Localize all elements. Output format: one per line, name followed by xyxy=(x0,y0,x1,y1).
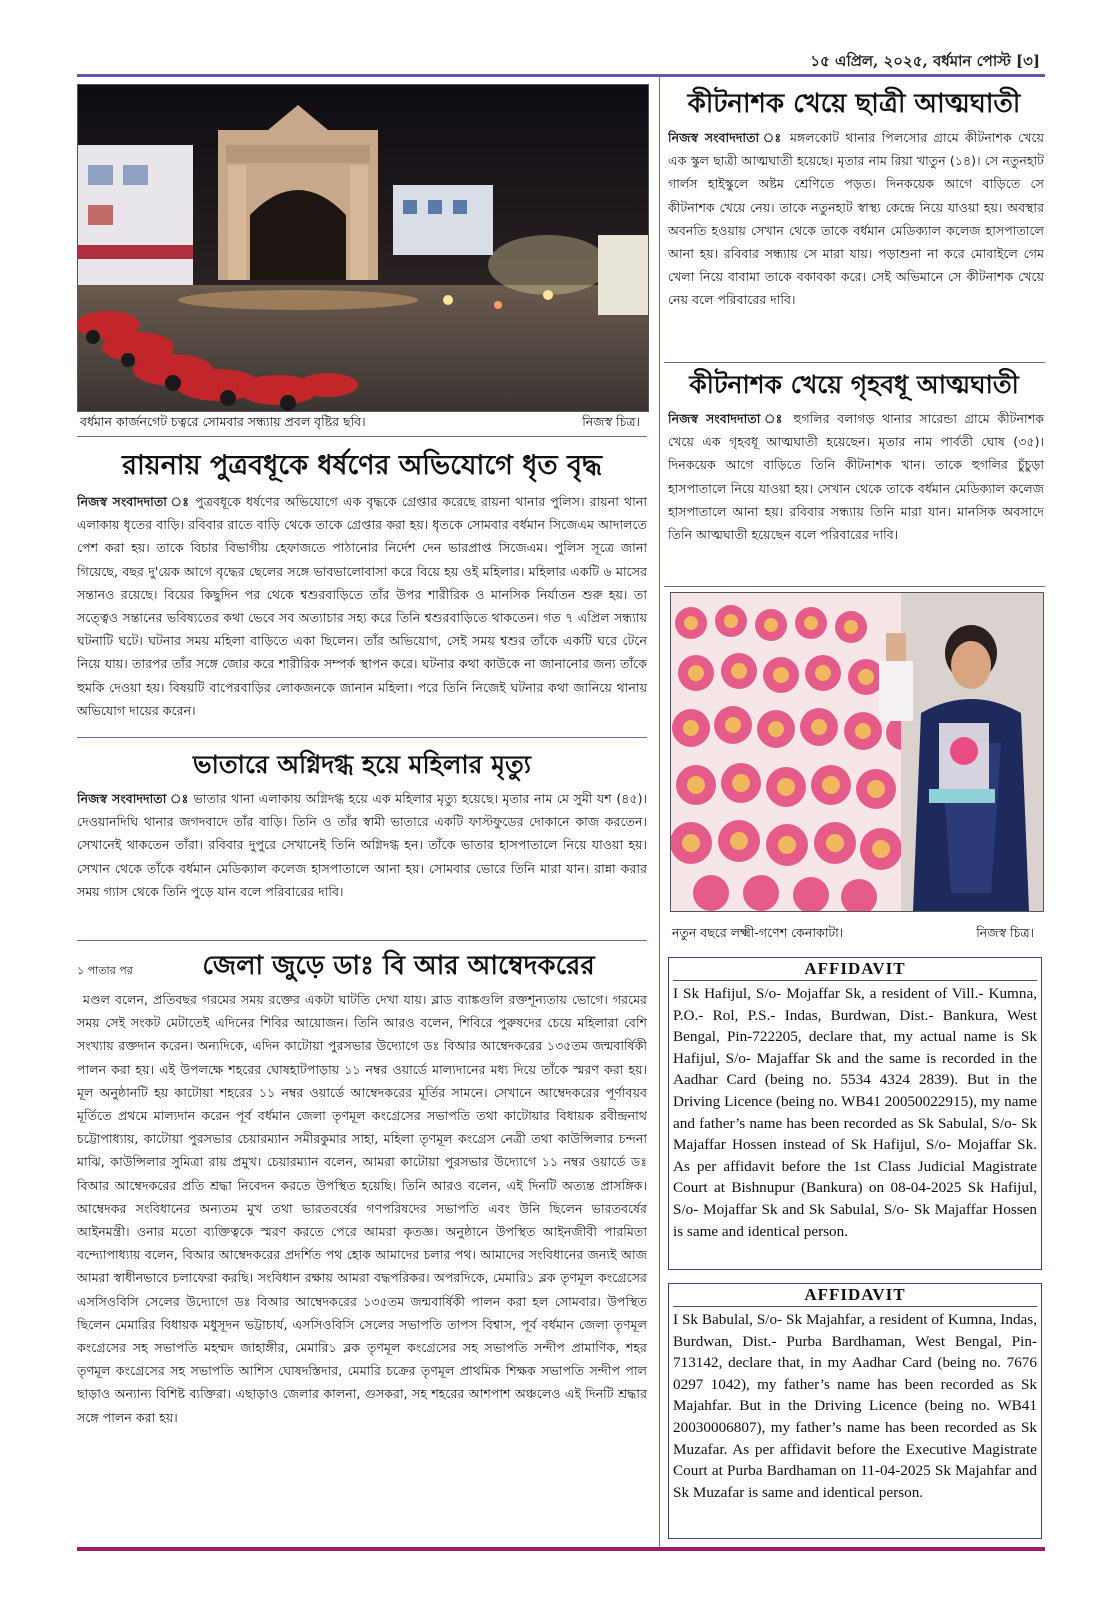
raina-text: পুত্রবধূকে ধর্ষণের অভিযোগে এক বৃদ্ধকে গ্রেপ্তার করেছে রায়না থানার পুলিস। রায়না থানা এলাকায় ধৃতের বাড়ি। রবিবার রাতে বাড়ি থেকে তাকে গ্রেপ্তার করা হয়। ধৃতকে সোমবার বর্ধমান সিজেএম আদালতে পেশ করা হয়। তাকে বিচার বিভাগীয় হেফাজতে পাঠানোর নির্দেশ দেন ভারপ্রাপ্ত সিজেএম। পুলিস সূত্রে জানা গিয়েছে, বছর দু'য়েক আগে বৃদ্ধের ছেলের সঙ্গে ভাবভালোবাসা করে বিয়ে হয় ওই মহিলার। মহিলার একটি ৬ মাসের সন্তানও রয়েছে। বিয়ের কিছুদিন পর থেকে শ্বশুরবাড়িতে তাঁর উপর শারীরিক ও মানসিক নির্যাতন শুরু হয়। তা সত্ত্বেও সন্তানের ভবিষ্যতের কথা ভেবে সব অত্যাচার সহ্য করে তিনি শ্বশুরবাড়িতে থাকতেন। গত ৭ এপ্রিল সন্ধ্যায় ঘটনাটি ঘটে। ঘটনার সময় মহিলা বাড়িতে একা ছিলেন। তাঁর অভিযোগ, সেই সময় শ্বশুর তাঁকে একটি ঘরে টেনে নিয়ে যায়। তারপর তাঁর সঙ্গে জোর করে শারীরিক সম্পর্ক স্থাপন করে। ঘটনার কথা কাউকে না জানানোর জন্য তাঁকে হুমকি দেওয়া হয়। বিষয়টি বাপেরবাড়ির লোকজনকে জানান মহিলা। পরে তিনি নিজেই ঘটনার কথা জানিয়ে থানায় অভিযোগ দায়ের করেন। xyxy=(77,494,647,718)
column-divider xyxy=(659,77,660,1547)
bhatar-text: ভাতার থানা এলাকায় অগ্নিদগ্ধ হয়ে এক মহিলার মৃত্যু হয়েছে। মৃতার নাম মে সুমী যশ (৪৫)। দেওয়ানদিঘি থানার জগদবাদে তাঁর বাড়ি। তিনি ও তাঁর স্বামী ভাতারে একটি ফাস্টফুডের দোকানে কাজ করতেন। সেখানেই থাকতেন তাঁরা। রবিবার দুপুরে সেখানেই তিনি অগ্নিদগ্ধ হন। তাঁকে ভাতার হাসপাতালে নিয়ে যাওয়া হয়। সেখান থেকে তাঁকে বর্ধমান মেডিক্যাল কলেজ হাসপাতালে আনা হয়। সোমবার ভোরে তিনি মারা যান। রান্না করার সময় গ্যাস থেকে তিনি পুড়ে যান বলে পরিবারের দাবি। xyxy=(77,791,647,899)
raina-article-body xyxy=(77,490,647,726)
lakshmi-ganesh-shopping-photo xyxy=(670,592,1044,912)
rule-below-raina xyxy=(77,737,647,738)
photo2-credit: নিজস্ব চিত্র। xyxy=(976,925,1034,940)
bottom-rule xyxy=(77,1547,1045,1551)
student-text: মঙ্গলকোট থানার পিলসোর গ্রামে কীটনাশক খেয়ে এক স্কুল ছাত্রী আত্মঘাতী হয়েছে। মৃতার নাম রিয়া খাতুন (১৪)। সে নতুনহাট গার্লস হাইস্কুলে অষ্টম শ্রেণিতে পড়ত। দিনকয়েক আগে বাড়িতে সে কীটনাশক খেয়ে নেয়। তাকে নতুনহাট স্বাস্থ্য কেন্দ্রে নিয়ে যাওয়া হয়। অবস্থার অবনতি হওয়ায় সেখান থেকে তাকে বর্ধমান মেডিক্যাল কলেজ হাসপাতালে আনা হয়। রবিবার সন্ধ্যায় সে মারা যায়। পড়াশুনা না করে মোবাইলে গেম খেলা নিয়ে বাবামা তাকে বকাবকা করে। সেই অভিমানে সে কীটনাশক খেয়ে নেয় বলে পরিবারের দাবি। xyxy=(668,130,1044,308)
bhatar-headline: ভাতারে অগ্নিদগ্ধ হয়ে মহিলার মৃত্যু xyxy=(192,750,532,779)
top-rule xyxy=(77,74,1045,77)
raina-byline: নিজস্ব সংবাদদাতা ঃ xyxy=(77,494,191,509)
affidavit-body: I Sk Babulal, S/o- Sk Majahfar, a resident of Kumna, Indas, Burdwan, Dist.- Purba Bardhaman, West Bengal, Pin-713142, declare that, in my Aadhar Card (being no. 7676 0297 1042), my father’s name has been recorded as Sk Majahfar. But in the Driving Licence (being no. WB41 20030006807), my father’s name has been recorded as Sk Muzafar. As per affidavit before the Executive Magistrate Court at Purba Bardhaman on 11-04-2025 Sk Majahfar and Sk Muzafar is same and identical person. xyxy=(673,1311,1037,1501)
curzon-gate-rain-photo xyxy=(77,84,649,412)
housewife-text: হুগলির বলাগড় থানার সারেন্ডা গ্রামে কীটনাশক খেয়ে এক গৃহবধূ আত্মঘাতী হয়েছেন। মৃতার নাম পার্বতী ঘোষ (৩৫)। দিনকয়েক আগে বাড়িতে তিনি কীটনাশক খান। তাকে হুগলির চুঁচুড়া হাসপাতালে নিয়ে যাওয়া হয়। সেখান থেকে তাকে বর্ধমান মেডিক্যাল কলেজ হাসপাতালে আনা হয়। রবিবার সন্ধ্যায় তিনি মারা যান। মানসিক অবসাদে তিনি আত্মঘাতী হয়েছেন বলে পরিবারের দাবি। xyxy=(668,411,1044,543)
affidavit-title: AFFIDAVIT xyxy=(673,958,1037,981)
affidavit-notice xyxy=(668,957,1042,1270)
photo2-caption: নতুন বছরে লক্ষ্মী-গণেশ কেনাকাটা। xyxy=(672,925,844,940)
affidavit-body: I Sk Hafijul, S/o- Mojaffar Sk, a resident of Vill.- Kumna, P.O.- Rol, P.S.- Indas, Burdwan, Dist.- Bankura, West Bengal, Pin-722205, declare that, my actual name is Sk Hafijul, S/o- Majaffar Sk and the same is recorded in the Aadhar Card (being no. 5534 4324 2839). But in the Driving Licence (being no. WB41 20050022915), my name and father’s name has been recorded as Sk Sabulal, S/o- Sk Majaffar Hossen instead of Sk Hafijul, S/o- Mojaffar Sk. As per affidavit before the 1st Class Judicial Magistrate Court at Bishnupur (Bankura) on 08-04-2025 Sk Hafijul, S/o- Mojaffar Sk and Sk Sabulal, S/o- Sk Majaffar Hossen is same and identical person. xyxy=(673,985,1037,1240)
rule-below-photo1 xyxy=(77,436,647,437)
housewife-headline: কীটনাশক খেয়ে গৃহবধূ আত্মঘাতী xyxy=(689,370,1019,399)
ambedkar-article-body: মণ্ডল বলেন, প্রতিবছর গরমের সময় রক্তের একটা ঘাটতি দেখা যায়। ব্লাড ব্যাঙ্কগুলি রক্তশূন্যতায় ভোগে। গরমের সময় সেই সংকট মেটাতেই এদিনের শিবির আয়োজন। তিনি আরও বলেন, শিবিরে পুরুষদের চেয়ে মহিলারা বেশি সংখ্যায় রক্তদান করেন। অন্যদিকে, এদিন কাটোয়া পুরসভার উদ্যোগে ডঃ বিআর আম্বেদকরের ১৩৫তম জন্মবার্ষিকী পালন করা হয়। এই উপলক্ষে শহরের ঘোষহাটপাড়ায় ১১ নম্বর ওয়ার্ডে মাল্যদানের মধ্য দিয়ে তাঁকে স্মরণ করা হয়। মূল অনুষ্ঠানটি হয় কাটোয়া শহরের ১১ নম্বর ওয়ার্ডে আম্বেদকরের মূর্তির সামনে। সেখানে আম্বেদকরের পূর্ণাবয়ব মূর্তিতে প্রথমে মাল্যদান করেন পূর্ব বর্ধমান জেলা তৃণমূল কংগ্রেসের সভাপতি তথা কাটোয়ার বিধায়ক রবীন্দ্রনাথ চট্টোপাধ্যায়, কাটোয়া পুরসভার চেয়ারম্যান সমীরকুমার সাহা, মহিলা তৃণমূল কংগ্রেস নেত্রী তথা কাউন্সিলার চন্দনা মাঝি, কাউন্সিলার সুমিত্রা রায় প্রমুখ। চেয়ারম্যান বলেন, আমরা কাটোয়া পুরসভার উদ্যোগে ১১ নম্বর ওয়ার্ডে ডঃ বিআর আম্বেদকরের প্রতি শ্রদ্ধা নিবেদন করতে উপস্থিত হয়েছি। তিনি আরও বলেন, এই দিনটি অত্যন্ত প্রাসঙ্গিক। আম্বেদকর সংবিধানের অন্যতম মুখ তথা ভারতবর্ষের গণপরিষদের সভাপতি এবং উনি ছিলেন ভারতবর্ষের আইনমন্ত্রী। ওনার মতো ব্যক্তিত্বকে স্মরণ করতে পেরে আমরা কৃতজ্ঞ। অনুষ্ঠানে উপস্থিত আইনজীবী পারমিতা বন্দ্যোপাধ্যায় বলেন, বিআর আম্বেদকরের প্রদর্শিত পথ হোক আমাদের চলার পথ। আমাদের সংবিধানের জন্যই আজ আমরা স্বাধীনভাবে চলাফেরা করছি। সংবিধান রক্ষায় আমরা বদ্ধপরিকর। অপরদিকে, মেমারি১ ব্লক তৃণমূল কংগ্রেসের এসসিওবিসি সেলের উদ্যোগে ডঃ বিআর আম্বেদকরের ১৩৫তম জন্মবার্ষিকী পালন করা হল সোমবার। উপস্থিত ছিলেন মেমারির বিধায়ক মধুসূদন ভট্টাচার্য, এসসিওবিসি সেলের সভাপতি তাপস বিশ্বাস, পূর্ব বর্ধমান জেলা তৃণমূল কংগ্রেসের সহ সভাপতি মহম্মদ জাহাঙ্গীর, মেমারি১ ব্লক তৃণমূল কংগ্রেসের সহ সভাপতি সন্দীপ প্রামাণিক, শহর তৃণমূল কংগ্রেসের সহ সভাপতি আশিস ঘোষদস্তিদার, মেমারি চক্রের তৃণমূল প্রাথমিক শিক্ষক সভাপতি সন্দীপ পাল ছাড়াও অন্যান্য বিশিষ্ট ব্যক্তিরা। এছাড়াও জেলার কালনা, গুসকরা, সহ শহরের আশপাশ অঞ্চলেও এই দিনটি শ্রদ্ধার সঙ্গে পালন করা হয়। xyxy=(77,992,647,1425)
ambedkar-headline: জেলা জুড়ে ডাঃ বি আর আম্বেদকরের xyxy=(202,951,595,981)
affidavit-notice xyxy=(668,1283,1042,1539)
masthead-date-page: ১৫ এপ্রিল, ২০২৫, বর্ধমান পোস্ট [৩] xyxy=(810,52,1040,70)
photo2-caption-row xyxy=(672,925,1034,943)
rule-below-housewife xyxy=(664,586,1045,587)
student-article-body xyxy=(668,126,1044,358)
affidavit-title: AFFIDAVIT xyxy=(673,1284,1037,1307)
continued-from-page-one: ১ পাতার পর xyxy=(77,964,133,977)
photo1-credit: নিজস্ব চিত্র। xyxy=(582,414,640,429)
photo1-caption: বর্ধমান কার্জনগেট চত্বরে সোমবার সন্ধ্যায় প্রবল বৃষ্টির ছবি। xyxy=(80,414,366,429)
housewife-byline: নিজস্ব সংবাদদাতা ঃ xyxy=(668,411,786,426)
rule-below-student xyxy=(664,362,1045,363)
rule-below-bhatar xyxy=(77,940,647,941)
photo1-caption-row xyxy=(80,414,640,432)
bhatar-byline: নিজস্ব সংবাদদাতা ঃ xyxy=(77,791,189,806)
student-byline: নিজস্ব সংবাদদাতা ঃ xyxy=(668,130,784,145)
bhatar-article-body xyxy=(77,787,647,931)
raina-headline: রায়নায় পুত্রবধূকে ধর্ষণের অভিযোগে ধৃত বৃদ্ধ xyxy=(122,450,602,481)
housewife-article-body xyxy=(668,407,1044,583)
student-headline: কীটনাশক খেয়ে ছাত্রী আত্মঘাতী xyxy=(687,89,1021,119)
